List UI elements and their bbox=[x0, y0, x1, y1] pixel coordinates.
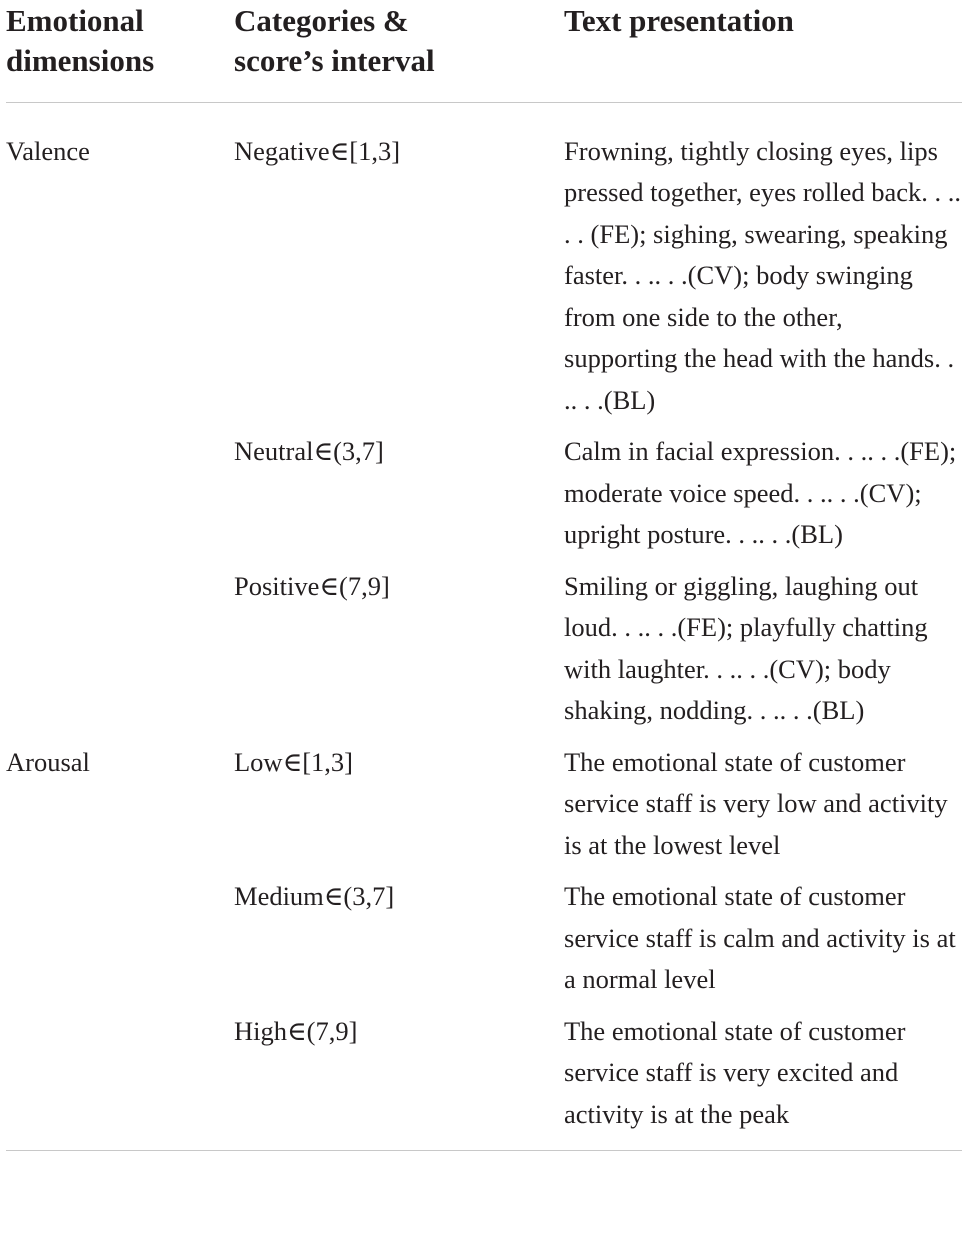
header-emotional-dimensions bbox=[6, 0, 234, 102]
table-row bbox=[6, 431, 962, 566]
text-presentation-cell: Smiling or giggling, laughing out loud. . .. . .(FE); playfully chatting with laughter. . .. . .(CV); body shaking, nodding. . .. . .(BL) bbox=[564, 570, 928, 725]
emotion-dimensions-table bbox=[6, 0, 962, 1151]
header-line: dimensions bbox=[6, 43, 155, 78]
header-text-presentation bbox=[564, 0, 962, 102]
category-cell: High∈(7,9] bbox=[234, 1011, 564, 1151]
header-line: score’s interval bbox=[234, 43, 435, 78]
table-row bbox=[6, 742, 962, 877]
text-presentation-cell: The emotional state of customer service staff is very low and activity is at the lowest level bbox=[564, 746, 948, 860]
category-cell: Low∈[1,3] bbox=[234, 746, 353, 777]
table-row bbox=[6, 566, 962, 742]
header-line: Categories & bbox=[234, 3, 409, 38]
text-presentation-cell: Frowning, tightly closing eyes, lips pressed together, eyes rolled back. . .. . . (FE); sighing, swearing, speaking faster. . .. . .(CV); body swinging from one side to the other, supporting the head with the hands. . .. . .(BL) bbox=[564, 135, 962, 415]
text-presentation-cell: Calm in facial expression. . .. . .(FE); moderate voice speed. . .. . .(CV); upright posture. . .. . .(BL) bbox=[564, 436, 957, 549]
category-cell: Neutral∈(3,7] bbox=[234, 436, 384, 466]
dimension-cell: Valence bbox=[6, 135, 90, 166]
table-row bbox=[6, 1011, 962, 1151]
category-cell: Positive∈(7,9] bbox=[234, 570, 390, 601]
table-row bbox=[6, 102, 962, 431]
category-cell: Negative∈[1,3] bbox=[234, 135, 401, 166]
text-presentation-cell: The emotional state of customer service staff is very excited and activity is at the peak bbox=[564, 1011, 962, 1151]
dimension-cell bbox=[6, 1011, 234, 1151]
dimension-cell bbox=[6, 431, 234, 566]
dimension-cell bbox=[6, 876, 234, 1011]
category-cell: Medium∈(3,7] bbox=[234, 881, 395, 911]
dimension-cell: Arousal bbox=[6, 746, 90, 777]
header-categories-score-interval bbox=[234, 0, 564, 102]
header-line: Text presentation bbox=[564, 3, 794, 38]
table-header-row bbox=[6, 0, 962, 102]
dimension-cell bbox=[6, 566, 234, 742]
table-row bbox=[6, 876, 962, 1011]
header-line: Emotional bbox=[6, 3, 144, 38]
text-presentation-cell: The emotional state of customer service staff is calm and activity is at a normal level bbox=[564, 881, 956, 994]
